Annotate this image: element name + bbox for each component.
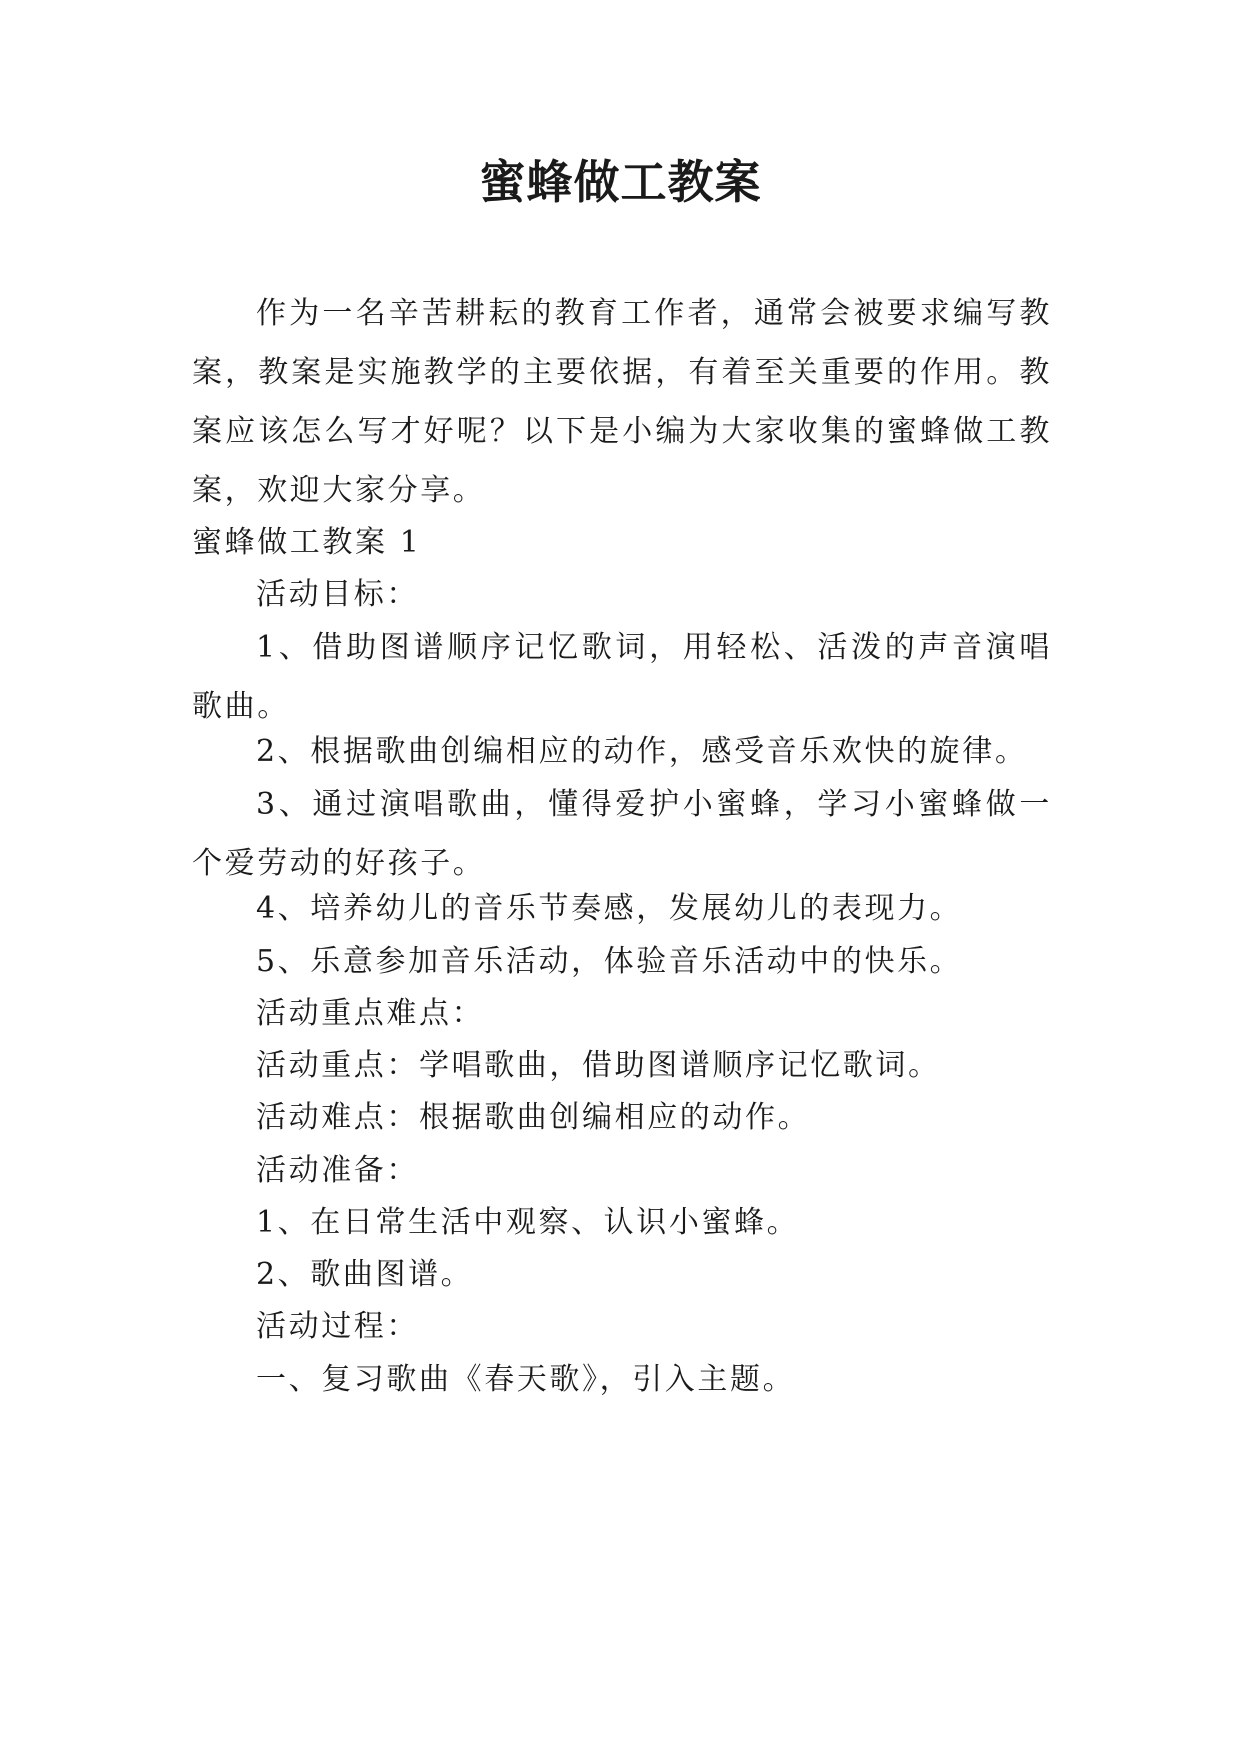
preparation-item-1: 1、在日常生活中观察、认识小蜜蜂。	[256, 1205, 800, 1240]
document-title: 蜜蜂做工教案	[479, 155, 762, 209]
goal-item-1: 1、借助图谱顺序记忆歌词，用轻松、活泼的声音演唱歌曲。	[192, 630, 1052, 724]
difficulty-item: 活动难点：根据歌曲创编相应的动作。	[256, 1100, 811, 1135]
key-point-item: 活动重点：学唱歌曲，借助图谱顺序记忆歌词。	[256, 1048, 941, 1083]
intro-paragraph: 作为一名辛苦耕耘的教育工作者，通常会被要求编写教案，教案是实施教学的主要依据，有着至关重要的作用。教案应该怎么写才好呢？以下是小编为大家收集的蜜蜂做工教案，欢迎大家分享。	[192, 296, 1052, 508]
preparation-label: 活动准备：	[256, 1153, 419, 1188]
goal-item-3: 3、通过演唱歌曲，懂得爱护小蜜蜂，学习小蜜蜂做一个爱劳动的好孩子。	[192, 787, 1052, 881]
goal-item-5: 5、乐意参加音乐活动，体验音乐活动中的快乐。	[256, 944, 963, 979]
goal-item-2: 2、根据歌曲创编相应的动作，感受音乐欢快的旋律。	[256, 734, 1028, 769]
preparation-item-2: 2、歌曲图谱。	[256, 1257, 474, 1292]
process-item-1: 一、复习歌曲《春天歌》，引入主题。	[256, 1362, 796, 1397]
goals-label: 活动目标：	[256, 577, 419, 612]
goal-item-4: 4、培养幼儿的音乐节奏感，发展幼儿的表现力。	[256, 891, 963, 926]
key-points-label: 活动重点难点：	[256, 996, 485, 1031]
process-label: 活动过程：	[256, 1309, 419, 1344]
section-heading: 蜜蜂做工教案 1	[192, 525, 422, 560]
